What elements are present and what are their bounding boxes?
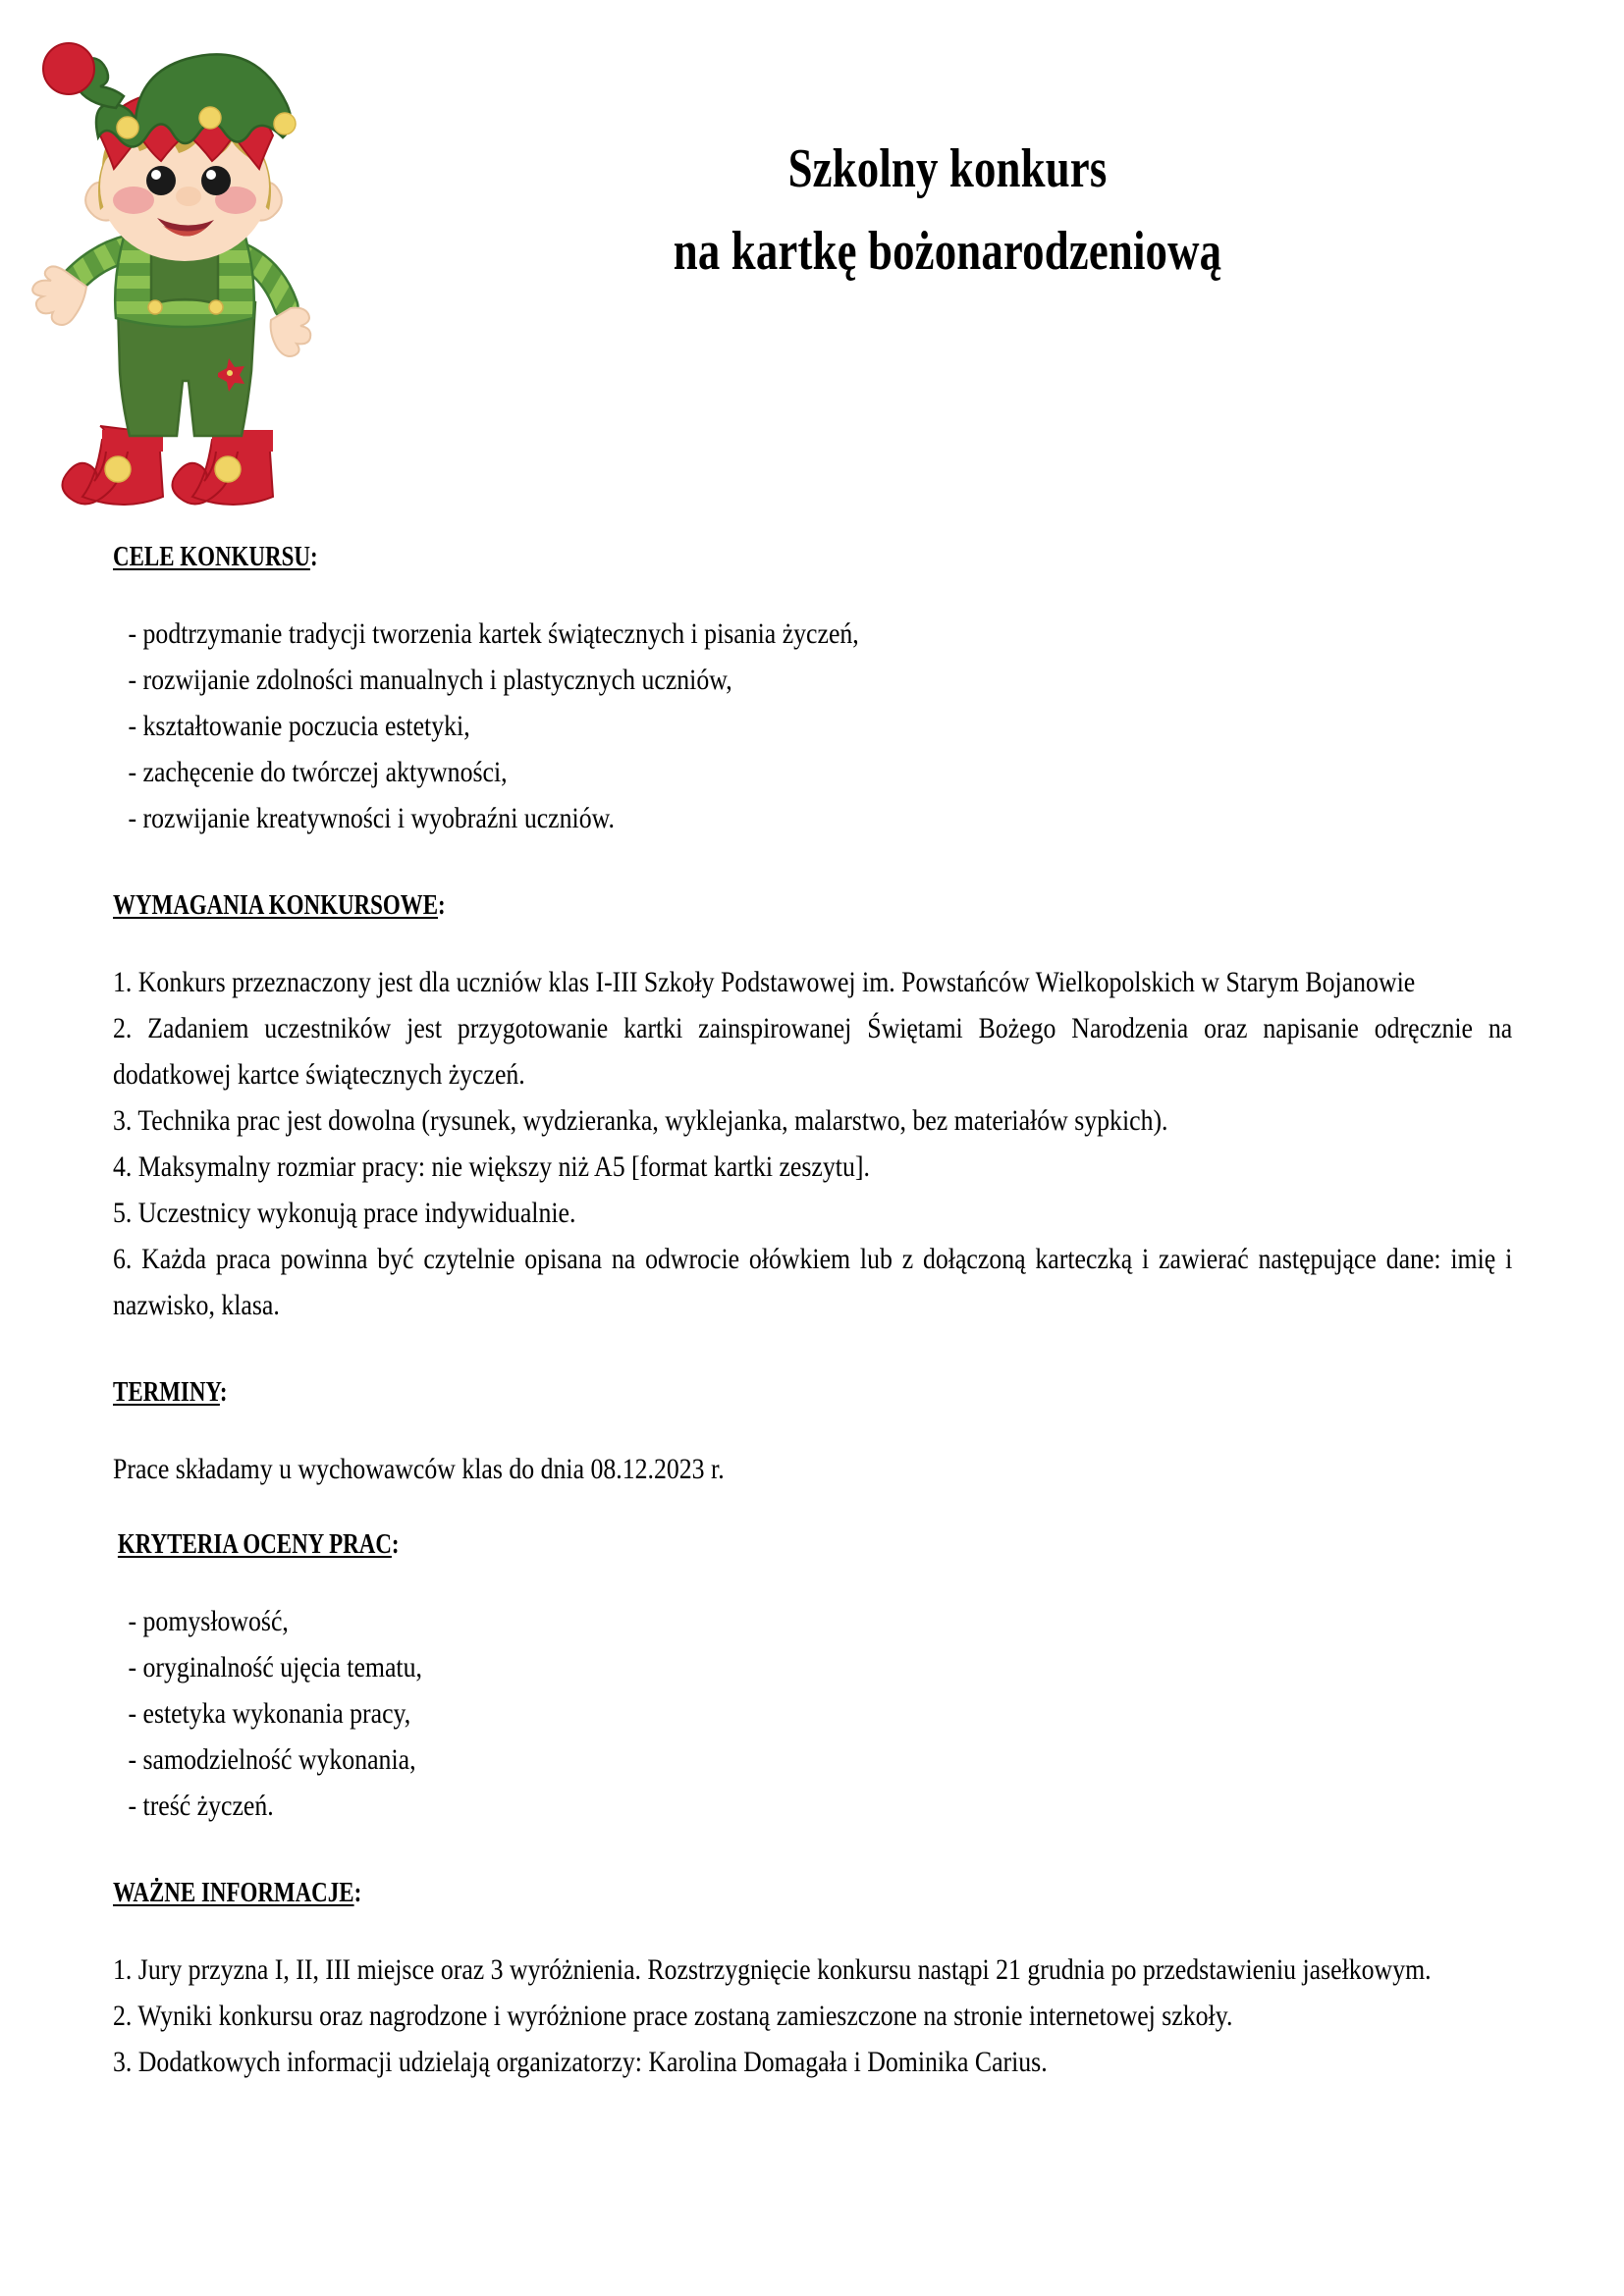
hat-bell-3	[274, 113, 296, 134]
wymagania-item-3: 3. Technika prac jest dowolna (rysunek, wydzieranka, wyklejanka, malarstwo, bez materiałów sypkich).	[113, 1104, 1168, 1137]
elf-shoes-group	[62, 426, 273, 505]
list-item: - estetyka wykonania pracy,	[128, 1697, 411, 1730]
hat-bell-1	[117, 117, 138, 138]
overalls-button-right	[209, 300, 223, 314]
section-heading-kryteria	[113, 1525, 1517, 1565]
section-heading-wymagania-colon: :	[438, 890, 446, 921]
section-heading-wazne-text: WAŻNE INFORMACJE	[113, 1878, 354, 1908]
section-heading-kryteria-text: KRYTERIA OCENY PRAC	[117, 1529, 392, 1560]
elf-cheek-left	[113, 187, 154, 214]
section-heading-terminy	[113, 1373, 1513, 1413]
document-body	[113, 538, 1512, 2085]
wazne-item-3: 3. Dodatkowych informacji udzielają organizatorzy: Karolina Domagała i Dominika Carius.	[113, 2046, 1048, 2078]
list-item: - rozwijanie kreatywności i wyobraźni uczniów.	[128, 802, 616, 834]
hat-bell-2	[199, 107, 221, 129]
wazne-item-2: 2. Wyniki konkursu oraz nagrodzone i wyróżnione prace zostaną zamieszczone na stronie internetowej szkoły.	[113, 2000, 1233, 2032]
section-heading-terminy-colon: :	[219, 1377, 228, 1408]
section-heading-wazne-colon: :	[353, 1878, 362, 1908]
list-item: - rozwijanie zdolności manualnych i plastycznych uczniów,	[128, 664, 732, 696]
list-item: - zachęcenie do twórczej aktywności,	[128, 756, 508, 788]
elf-svg	[8, 8, 361, 538]
section-heading-kryteria-colon: :	[391, 1529, 400, 1560]
terminy-text: Prace składamy u wychowawców klas do dnia 08.12.2023 r.	[113, 1453, 725, 1485]
list-item: - samodzielność wykonania,	[128, 1743, 416, 1776]
elf-nose	[176, 187, 201, 206]
cele-list	[113, 611, 1528, 841]
overalls-button-left	[148, 300, 162, 314]
elf-pompom	[43, 43, 94, 94]
page-title	[422, 128, 1473, 293]
title-line-1: Szkolny konkurs	[787, 138, 1108, 199]
wymagania-item-5: 5. Uczestnicy wykonują prace indywidualnie.	[113, 1197, 576, 1229]
section-heading-terminy-text: TERMINY	[113, 1377, 220, 1408]
wymagania-item-4: 4. Maksymalny rozmiar pracy: nie większy niż A5 [format kartki zeszytu].	[113, 1150, 870, 1183]
wazne-item-1: 1. Jury przyzna I, II, III miejsce oraz 3 wyróżnienia. Rozstrzygnięcie konkursu nastąpi 21 grudnia po przedstawieniu jasełkowym.	[113, 1953, 1432, 1986]
section-heading-cele	[113, 538, 1513, 577]
list-item: - treść życzeń.	[128, 1789, 274, 1822]
section-heading-wazne	[113, 1874, 1513, 1913]
kryteria-list	[113, 1598, 1528, 1829]
section-heading-wymagania-text: WYMAGANIA KONKURSOWE	[113, 890, 439, 921]
shoe-bell-left	[105, 456, 131, 482]
list-item: - kształtowanie poczucia estetyki,	[128, 710, 470, 742]
section-heading-wymagania	[113, 886, 1513, 926]
wymagania-item-2: 2. Zadaniem uczestników jest przygotowanie kartki zainspirowanej Świętami Bożego Narodzenia oraz napisanie odręcznie na dodatkowej kartce świątecznych życzeń.	[113, 1012, 1513, 1091]
section-heading-cele-text: CELE KONKURSU	[113, 542, 310, 572]
title-line-2: na kartkę bożonarodzeniową	[673, 221, 1222, 282]
christmas-elf-illustration	[8, 8, 361, 538]
list-item: - podtrzymanie tradycji tworzenia kartek świątecznych i pisania życzeń,	[128, 617, 859, 650]
wymagania-item-1: 1. Konkurs przeznaczony jest dla uczniów klas I-III Szkoły Podstawowej im. Powstańców Wielkopolskich w Starym Bojanowie	[113, 966, 1416, 998]
list-item: - oryginalność ujęcia tematu,	[128, 1651, 422, 1683]
section-heading-cele-colon: :	[309, 542, 318, 572]
list-item: - pomysłowość,	[128, 1605, 289, 1637]
wymagania-item-6: 6. Każda praca powinna być czytelnie opisana na odwrocie ołówkiem lub z dołączoną karteczką i zawierać następujące dane: imię i nazwisko, klasa.	[113, 1243, 1513, 1321]
shoe-bell-right	[215, 456, 241, 482]
